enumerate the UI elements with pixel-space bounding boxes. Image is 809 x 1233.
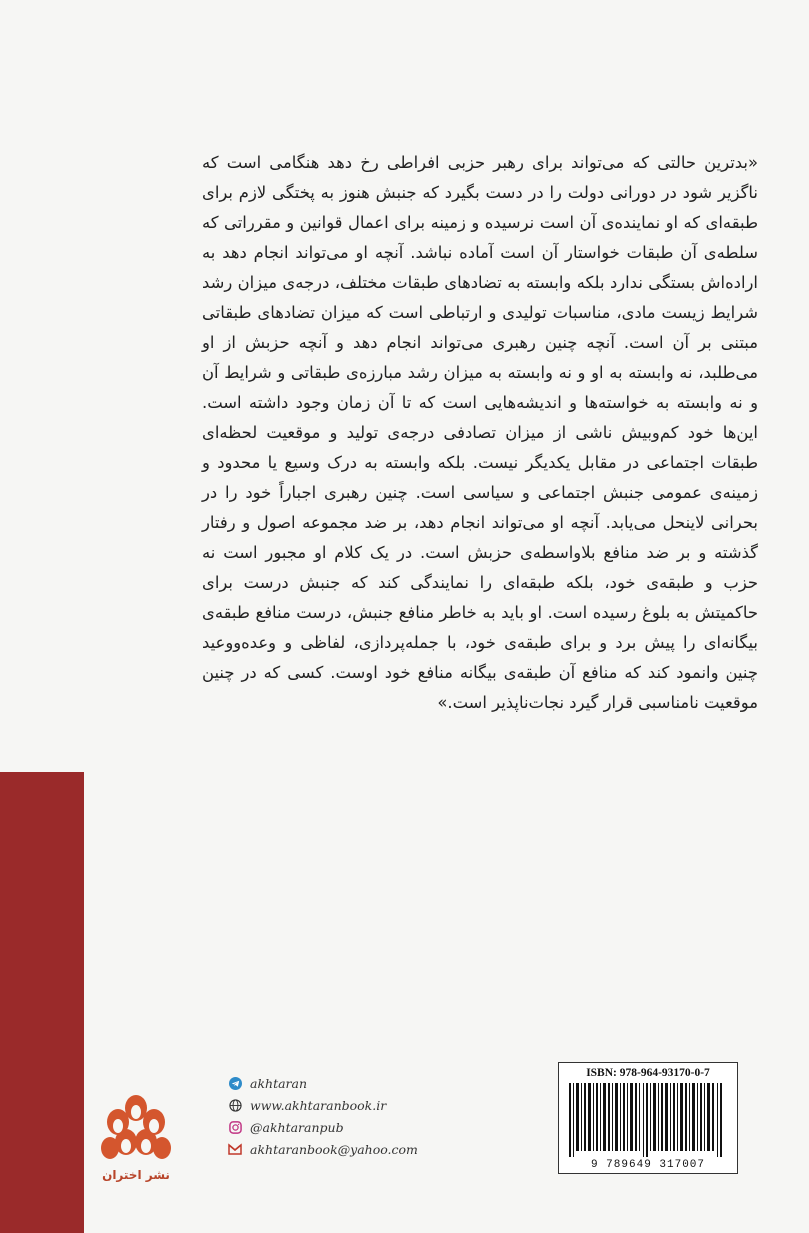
contact-instagram[interactable] xyxy=(228,1116,528,1138)
telegram-icon xyxy=(228,1076,242,1090)
isbn-barcode xyxy=(558,1062,738,1174)
contact-email[interactable] xyxy=(228,1138,528,1160)
telegram-handle: akhtaran xyxy=(250,1075,308,1091)
quote-text-block xyxy=(202,148,758,718)
instagram-icon xyxy=(228,1120,242,1134)
globe-icon xyxy=(228,1098,242,1112)
mail-icon xyxy=(228,1142,242,1156)
contact-block xyxy=(228,1072,528,1160)
contact-website[interactable] xyxy=(228,1094,528,1116)
contact-telegram[interactable] xyxy=(228,1072,528,1094)
isbn-label: ISBN: 978-964-93170-0-7 xyxy=(586,1067,710,1079)
red-spine-band xyxy=(0,772,84,1233)
isbn-digits: 9 789649 317007 xyxy=(590,1159,706,1171)
website-url: www.akhtaranbook.ir xyxy=(250,1097,387,1113)
quote-paragraph: «بدترین حالتی که می‌تواند برای رهبر حزبی افراطی رخ دهد هنگامی است که ناگزیر شود در دورانی دولت را در دست بگیرد که جنبش هنوز به پختگی لازم برای طبقه‌ای که او نماینده‌ی آن است نرسیده و زمینه برای اعمال قوانین و مقرراتی که سلطه‌ی آن طبقات خواستار آن است آماده نباشد. آنچه او می‌تواند انجام دهد به اراده‌اش بستگی ندارد بلکه وابسته به تضادهای طبقات مختلف، درجه‌ی میزان رشد شرایط زیست مادی، مناسبات تولیدی و ارتباطی است که میزان تضادهای طبقاتی مبتنی بر آن است. آنچه چنین رهبری می‌تواند انجام دهد و آنچه حزبش از او می‌طلبد، نه وابسته به او و نه وابسته به میزان رشد مبارزه‌ی طبقاتی و شرایط آن و نه وابسته به خواسته‌ها و اندیشه‌هایی است که تا آن زمان وجود داشته است. این‌ها خود کم‌وبیش ناشی از میزان تصادفی درجه‌ی تولید و موقعیت لحظه‌ای طبقات اجتماعی در مقابل یکدیگر نیست. بلکه وابسته به درک وسیع یا محدود و زمینه‌ی عمومی جنبش اجتماعی و سیاسی است. چنین رهبری اجباراً خود را در بحرانی لاینحل می‌یابد. آنچه او می‌تواند انجام دهد، بر ضد مجموعه اصول و رفتار گذشته و بر ضد منافع بلاواسطه‌ی حزبش است. در یک کلام او مجبور است نه حزب و طبقه‌ی خود، بلکه طبقه‌ای را نمایندگی کند که جنبش درست برای حاکمیتش به بلوغ رسیده است. او باید به خاطر منافع جنبش، درست منافع طبقه‌ی بیگانه‌ای را پیش برد و برای طبقه‌ی خود، با جمله‌پردازی، لفاظی و وعده‌ووعید چنین وانمود کند که منافع آن طبقه‌ی بیگانه منافع خود اوست. کسی که در چنین موقعیت نامناسبی قرار گیرد نجات‌ناپذیر است.» xyxy=(202,153,758,712)
publisher-name: نشر اختران xyxy=(102,1168,170,1182)
barcode-bars-icon xyxy=(567,1083,729,1157)
email-address: akhtaranbook@yahoo.com xyxy=(250,1141,418,1157)
instagram-handle: @akhtaranpub xyxy=(250,1119,344,1135)
